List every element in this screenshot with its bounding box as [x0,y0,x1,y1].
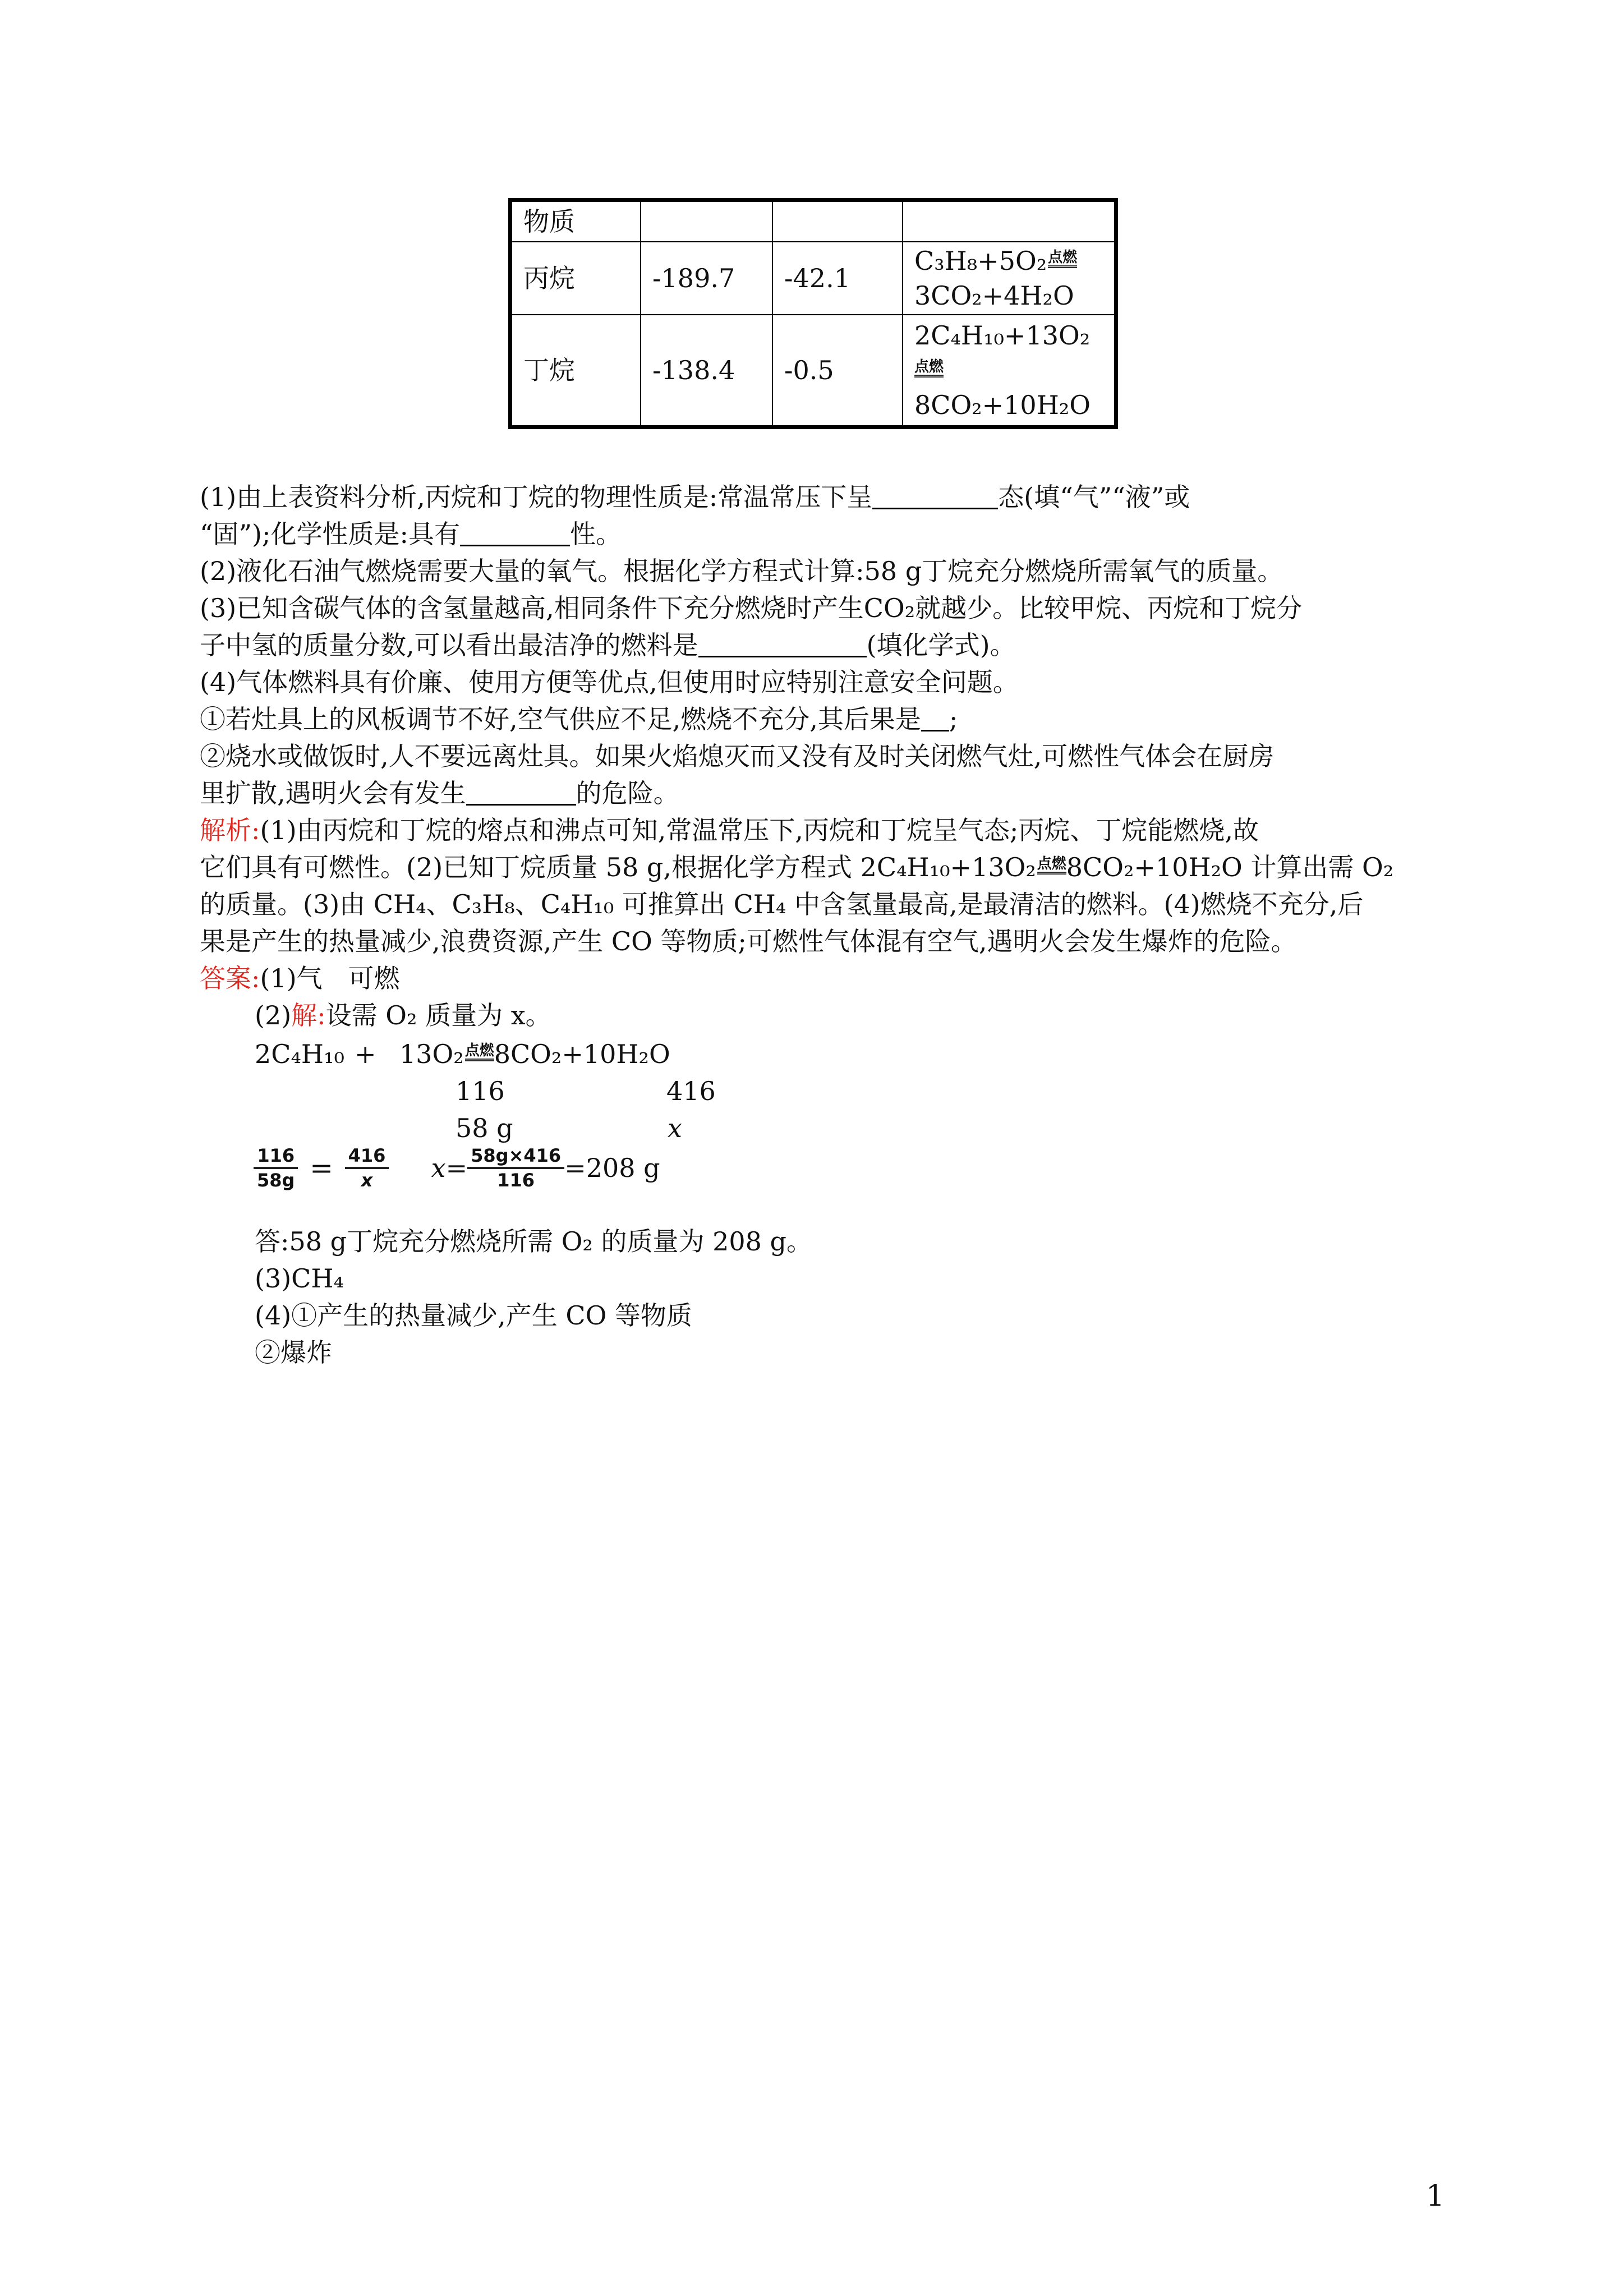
fraction-2-numerator: 416 [345,1144,389,1169]
cell-melting: -189.7 [641,242,772,315]
header-col4 [903,200,1116,242]
page-number: 1 [1426,2179,1445,2213]
q1-text-c: “固”);化学性质是:具有 [200,519,460,549]
fraction-3-denominator: 116 [497,1170,535,1191]
equation-line-2: 8CO₂+10H₂O [914,390,1091,420]
answer-4-1: (4)①产生的热量减少,产生 CO 等物质 [255,1300,692,1331]
q3-co2: CO₂ [863,593,915,623]
q4-p1-end: ; [949,704,958,734]
q1-text-d: 性。 [569,519,622,549]
fraction-1-denominator: 58g [257,1170,295,1191]
equation-line-1: C₃H₈+5O₂ [914,246,1047,276]
q3-text-a: (3)已知含碳气体的含氢量越高,相同条件下充分燃烧时产生 [200,593,864,623]
given-mass: 58 g [456,1113,513,1143]
header-col3 [772,200,903,242]
table-row [510,242,1116,315]
fraction-2 [345,1144,389,1191]
header-col2 [641,200,772,242]
question-4-part-1 [200,701,958,738]
fraction-1 [254,1144,298,1191]
equation-line-1: 2C₄H₁₀+13O₂ [914,320,1091,351]
q4-p2-text-b: 里扩散,遇明火会有发生 [200,778,466,808]
cell-boiling: -0.5 [772,315,903,427]
q1-text-a: (1)由上表资料分析,丙烷和丁烷的物理性质是:常温常压下呈 [200,482,873,512]
data-table [508,198,1118,429]
condition-label: 点燃 [914,359,944,378]
cell-melting: -138.4 [641,315,772,427]
calc-eq-mid-group [399,1036,670,1073]
analysis-label: 解析: [200,815,260,845]
unknown-mass: x [668,1113,682,1143]
q4-p1-text: ①若灶具上的风板调节不好,空气供应不足,燃烧不充分,其后果是 [200,704,921,734]
calc-eq-left: 2C₄H₁₀ [255,1039,344,1069]
blank-formula[interactable] [698,633,867,657]
question-4-part-2-line-2 [200,775,679,812]
equals-sign: = [310,1152,333,1184]
q3-text-c: 子中氢的质量分数,可以看出最洁净的燃料是 [200,630,698,660]
q3-text-d: (填化学式)。 [866,630,1016,660]
answer-2-intro [255,997,551,1034]
analysis-line-2 [200,849,1393,886]
calc-eq-right: 8CO₂+10H₂O [494,1039,670,1069]
blank-consequence[interactable] [921,707,949,731]
proportion-line [254,1144,660,1191]
condition-label: 点燃 [1048,250,1077,268]
analysis-text-1: (1)由丙烷和丁烷的熔点和沸点可知,常温常压下,丙烷和丁烷呈气态;丙烷、丁烷能燃烧,故 [260,815,1259,845]
table-row [510,315,1116,427]
fraction-3 [467,1144,564,1191]
answer-2-text: 设需 O₂ 质量为 x。 [325,1000,551,1030]
answer-4-2: ②爆炸 [255,1337,332,1368]
blank-property[interactable] [460,522,570,546]
cell-equation [903,242,1116,315]
analysis-line-4: 果是产生的热量减少,浪费资源,产生 CO 等物质;可燃性气体混有空气,遇明火会发生爆炸的危险。 [200,926,1297,956]
answer-2-prefix: (2) [255,1000,292,1030]
cell-name: 丁烷 [510,315,641,427]
x-lhs: x= [431,1153,468,1183]
q3-text-b: 就越少。比较甲烷、丙烷和丁烷分 [915,593,1303,623]
calc-eq-mid: 13O₂ [399,1039,464,1069]
analysis-text-2b: 8CO₂+10H₂O 计算出需 O₂ [1066,852,1394,882]
question-1-line-1 [200,478,1190,516]
analysis-line-1 [200,812,1259,849]
q1-text-b: 态(填“气”“液”或 [998,482,1190,512]
answer-label: 答案: [200,963,260,993]
fraction-3-numerator: 58g×416 [467,1144,564,1169]
question-3-line-2 [200,627,1016,664]
answer-1: (1)气 可燃 [260,963,400,993]
answer-2-conclusion: 答:58 g丁烷充分燃烧所需 O₂ 的质量为 208 g。 [255,1226,812,1257]
fraction-2-denominator: x [361,1170,373,1191]
x-result: =208 g [564,1153,660,1183]
analysis-text-2a: 它们具有可燃性。(2)已知丁烷质量 58 g,根据化学方程式 2C₄H₁₀+13O₂ [200,852,1036,882]
condition-label: 点燃 [1037,856,1066,875]
question-4-part-2-line-1: ②烧水或做饭时,人不要远离灶具。如果火焰熄灭而又没有及时关闭燃气灶,可燃性气体会在厨房 [200,741,1275,771]
solution-label: 解: [291,1000,326,1030]
question-3-line-1 [200,590,1302,627]
blank-state[interactable] [872,485,998,509]
question-1-line-2 [200,516,622,553]
header-substance: 物质 [510,200,641,242]
answer-3: (3)CH₄ [255,1263,344,1294]
condition-label: 点燃 [465,1043,494,1061]
fraction-1-numerator: 116 [254,1144,298,1169]
question-2: (2)液化石油气燃烧需要大量的氧气。根据化学方程式计算:58 g丁烷充分燃烧所需氧气的质量。 [200,556,1283,586]
calc-eq-plus: + [355,1039,376,1069]
molar-mass-2: 416 [666,1076,716,1106]
cell-boiling: -42.1 [772,242,903,315]
equation-line-2: 3CO₂+4H₂O [914,280,1074,311]
cell-name: 丙烷 [510,242,641,315]
question-4-intro: (4)气体燃料具有价廉、使用方便等优点,但使用时应特别注意安全问题。 [200,667,1019,697]
blank-danger[interactable] [466,781,576,806]
answer-line-1 [200,960,400,997]
cell-equation [903,315,1116,427]
q4-p2-text-c: 的危险。 [576,778,679,808]
molar-mass-1: 116 [456,1076,505,1106]
analysis-line-3: 的质量。(3)由 CH₄、C₃H₈、C₄H₁₀ 可推算出 CH₄ 中含氢量最高,是最清洁的燃料。(4)燃烧不充分,后 [200,889,1364,919]
